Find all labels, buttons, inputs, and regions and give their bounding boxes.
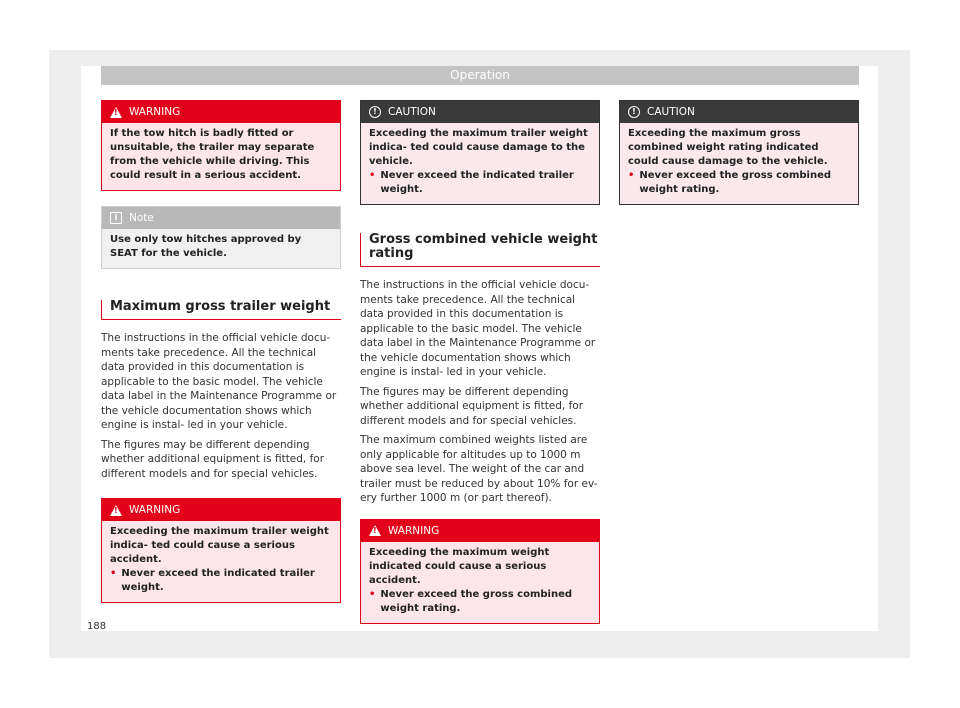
column-2 [360, 100, 600, 624]
warning-text: Exceeding the maximum trailer weight indica- ted could cause a serious accident. [110, 526, 329, 565]
section-heading: Maximum gross trailer weight [101, 300, 341, 320]
warning-triangle-icon [369, 525, 381, 536]
warning-text: If the tow hitch is badly fitted or unsuitable, the trailer may separate from the vehicle while driving. This could result in a serious accident. [110, 128, 315, 181]
section-header: Operation [101, 66, 859, 85]
bullet-icon: • [628, 170, 635, 181]
caution-label: CAUTION [647, 106, 695, 118]
warning-label: WARNING [388, 524, 440, 537]
page-number: 188 [87, 621, 107, 632]
note-text: Use only tow hitches approved by SEAT for the vehicle. [110, 234, 302, 259]
warning-triangle-icon [110, 505, 122, 516]
warning-text: Exceeding the maximum weight indicated could cause a serious accident. [369, 546, 550, 586]
info-icon: i [110, 212, 122, 224]
warning-header [102, 101, 340, 123]
caution-box [360, 100, 600, 205]
warning-triangle-icon [110, 107, 122, 118]
column-1 [101, 100, 341, 603]
warning-header [102, 499, 340, 521]
warning-box [360, 519, 600, 624]
paragraph: The maximum combined weights listed are only applicable for altitudes up to 1000 m above sea level. The weight of the car and trailer must be reduced by about 10% for ev- ery further 1000 m (or part thereof). [360, 434, 598, 504]
bullet-text: Never exceed the indicated trailer weight. [121, 568, 315, 593]
bullet-icon: • [369, 588, 376, 600]
bullet-text: Never exceed the gross combined weight rating. [380, 588, 573, 614]
note-label: Note [129, 212, 154, 224]
bullet-icon: • [369, 170, 376, 181]
note-header [102, 207, 340, 229]
paragraph: The figures may be different depending whether additional equipment is fitted, for different models and for special vehicles. [360, 385, 584, 427]
caution-circle-icon: ! [628, 106, 640, 118]
caution-label: CAUTION [388, 106, 436, 118]
caution-text: Exceeding the maximum gross combined weight rating indicated could cause damage to the vehicle. [628, 128, 828, 167]
warning-label: WARNING [129, 106, 181, 118]
bullet-item [628, 169, 850, 197]
warning-box [101, 100, 341, 191]
warning-header [361, 520, 599, 542]
bullet-icon: • [110, 568, 117, 579]
bullet-text: Never exceed the indicated trailer weight. [380, 170, 574, 195]
bullet-item [369, 588, 591, 616]
section-heading: Gross combined vehicle weight rating [360, 233, 600, 267]
paragraph: The instructions in the official vehicle docu- ments take precedence. All the technical data provided in this documentation is applicable to the basic model. The vehicle data label in the Maintenance Programme or the vehicle documentation shows which engine is instal- led in your vehicle. [360, 279, 596, 378]
caution-header [361, 101, 599, 123]
paragraph: The figures may be different depending whether additional equipment is fitted, for different models and for special vehicles. [101, 438, 325, 480]
paragraph: The instructions in the official vehicle docu- ments take precedence. All the technical data provided in this documentation is applicable to the basic model. The vehicle data label in the Maintenance Programme or the vehicle documentation shows which engine is instal- led in your vehicle. [101, 332, 337, 431]
note-box [101, 206, 341, 269]
warning-label: WARNING [129, 504, 181, 516]
column-3 [619, 100, 859, 205]
caution-circle-icon: ! [369, 106, 381, 118]
bullet-item [110, 567, 332, 595]
bullet-text: Never exceed the gross combined weight rating. [639, 170, 832, 195]
caution-box [619, 100, 859, 205]
caution-text: Exceeding the maximum trailer weight indica- ted could cause damage to the vehicle. [369, 128, 588, 167]
bullet-item [369, 169, 591, 197]
warning-box [101, 498, 341, 603]
caution-header [620, 101, 858, 123]
